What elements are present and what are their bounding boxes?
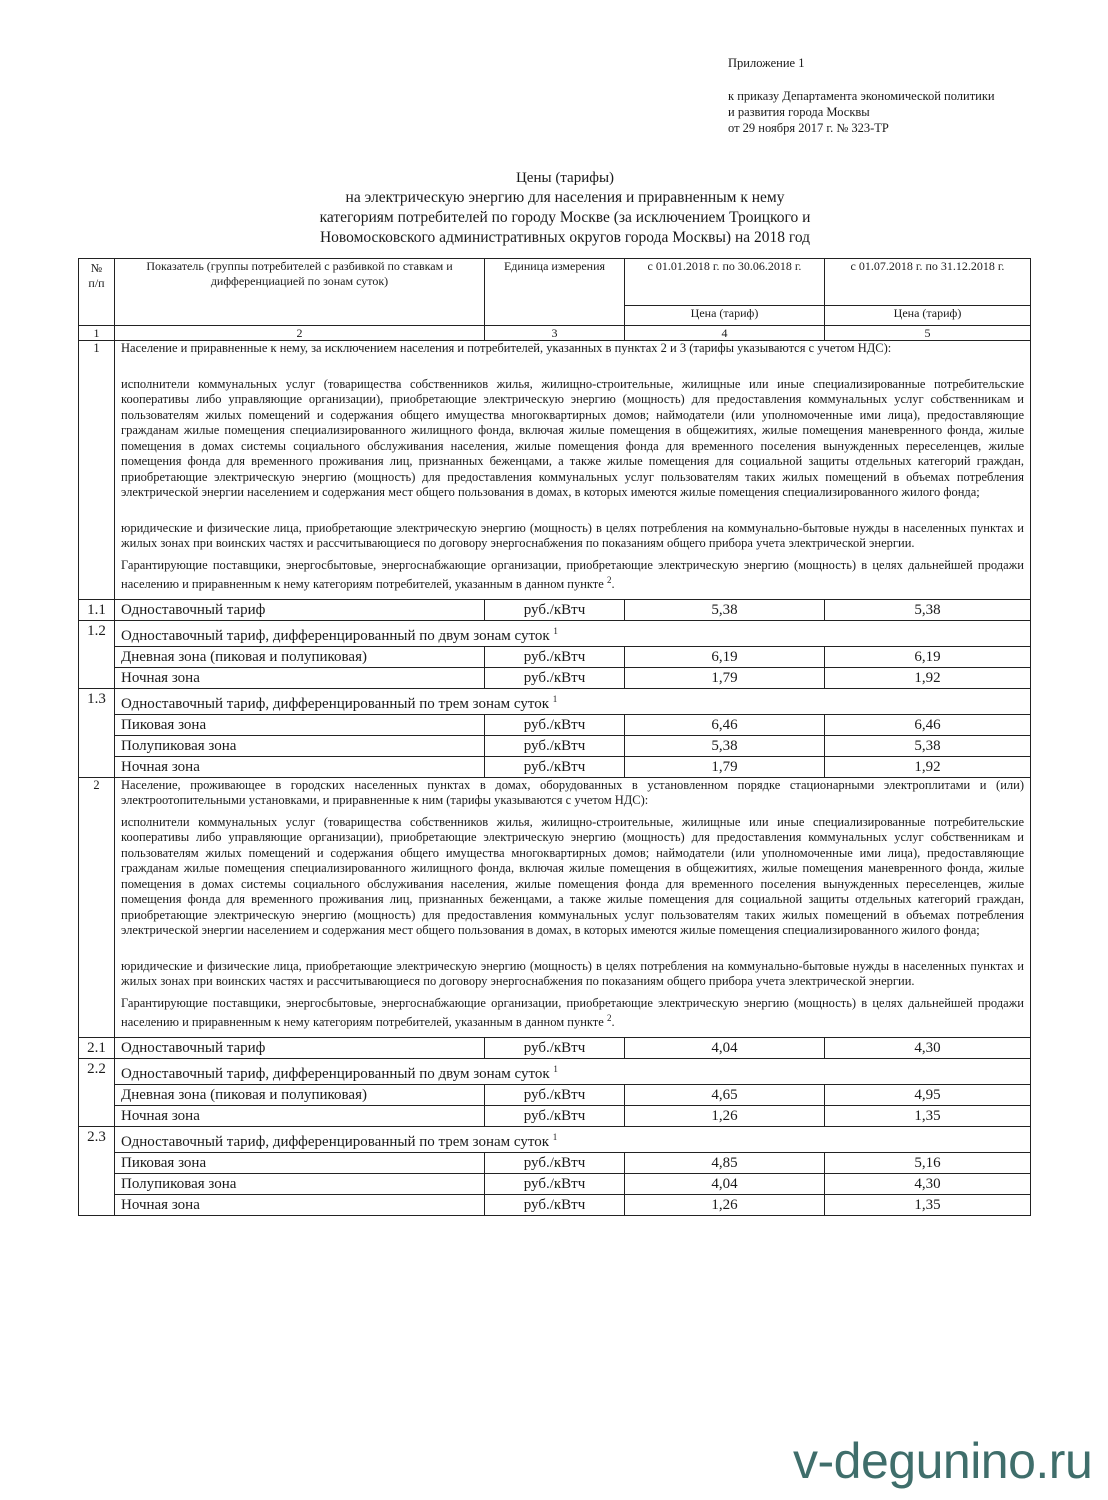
col-number: 2 [115, 326, 485, 341]
table-row [79, 1173, 1031, 1194]
row-unit: руб./кВтч [485, 667, 625, 688]
row-unit: руб./кВтч [485, 1173, 625, 1194]
row-label: Ночная зона [115, 1194, 485, 1215]
table-row [79, 688, 1031, 714]
row-label: Пиковая зона [115, 1152, 485, 1173]
section-text [115, 777, 1031, 1037]
header-period-1: с 01.01.2018 г. по 30.06.2018 г. [625, 259, 825, 306]
title-line-0: Цены (тарифы) [515, 170, 615, 186]
col-number: 5 [825, 326, 1031, 341]
section-2-description [79, 777, 1031, 1037]
row-unit: руб./кВтч [485, 756, 625, 777]
document-title [260, 168, 870, 248]
row-price-1: 4,04 [625, 1173, 825, 1194]
section-paragraph: Гарантирующие поставщики, энергосбытовые, энергоснабжающие организации, приобретающие электрическую энергию (мощность) в целях дальнейшей продажи населению и приравненным к нему категориям потребителей, указанным в данном пункте $^2$. [121, 995, 1024, 1030]
col-number: 1 [79, 326, 115, 341]
row-number: 2.1 [79, 1037, 115, 1058]
table-row [79, 756, 1031, 777]
row-label: Ночная зона [115, 756, 485, 777]
table-row [79, 735, 1031, 756]
header-indicator: Показатель (группы потребителей с разбивкой по ставкам и дифференциацией по зонам суток) [115, 259, 485, 326]
row-price-1: 1,79 [625, 667, 825, 688]
title-line-3: Новомосковского административных округов города Москвы) на 2018 год [319, 229, 811, 246]
table-row [79, 646, 1031, 667]
row-label: Одноставочный тариф, дифференцированный по трем зонам суток $^1$ [115, 1126, 1031, 1152]
table-row [79, 1194, 1031, 1215]
row-label: Одноставочный тариф, дифференцированный по двум зонам суток $^1$ [115, 1058, 1031, 1084]
row-unit: руб./кВтч [485, 714, 625, 735]
row-unit: руб./кВтч [485, 1105, 625, 1126]
appendix-label: Приложение 1 [728, 56, 805, 70]
appendix-order-line1: к приказу Департамента экономической политики [728, 89, 995, 103]
table-row [79, 1084, 1031, 1105]
title-line-1: на электрическую энергию для населения и приравненным к нему [345, 189, 785, 206]
section-heading: Население и приравненные к нему, за исключением населения и потребителей, указанных в пунктах 2 и 3 (тарифы указываются с учетом НДС): [121, 341, 892, 355]
row-price-2: 1,35 [825, 1194, 1031, 1215]
row-price-2: 1,92 [825, 667, 1031, 688]
row-price-1: 4,85 [625, 1152, 825, 1173]
section-paragraph: юридические и физические лица, приобретающие электрическую энергию (мощность) в целях потребления на коммунально-бытовые нужды в населенных пунктах и жилых зонах при воинских частях и рассчитывающиеся по договору энергоснабжения по показаниям общего прибора учета электрической энергии. [121, 520, 1024, 550]
row-unit: руб./кВтч [485, 1194, 625, 1215]
row-price-1: 4,04 [625, 1037, 825, 1058]
table-row [79, 1037, 1031, 1058]
row-label: Полупиковая зона [115, 1173, 485, 1194]
header-period-2: с 01.07.2018 г. по 31.12.2018 г. [825, 259, 1031, 306]
table-header-row [79, 259, 1031, 306]
section-paragraph: юридические и физические лица, приобретающие электрическую энергию (мощность) в целях потребления на коммунально-бытовые нужды в населенных пунктах и жилых зонах при воинских частях и рассчитывающиеся по договору энергоснабжения по показаниям общего прибора учета электрической энергии. [121, 958, 1024, 989]
row-label: Одноставочный тариф, дифференцированный по трем зонам суток $^1$ [115, 688, 1031, 714]
row-price-1: 4,65 [625, 1084, 825, 1105]
row-unit: руб./кВтч [485, 1037, 625, 1058]
appendix-order-line3: от 29 ноября 2017 г. № 323-ТР [728, 121, 889, 135]
row-number: 2.2 [79, 1058, 115, 1126]
appendix-header [728, 55, 995, 136]
section-text [115, 341, 1031, 600]
table-row [79, 1152, 1031, 1173]
row-price-2: 6,46 [825, 714, 1031, 735]
header-num: № п/п [79, 259, 115, 326]
row-price-2: 4,30 [825, 1173, 1031, 1194]
row-label: Одноставочный тариф, дифференцированный по двум зонам суток $^1$ [115, 620, 1031, 646]
row-unit: руб./кВтч [485, 1152, 625, 1173]
row-price-2: 1,35 [825, 1105, 1031, 1126]
title-line-2: категориям потребителей по городу Москве (за исключением Троицкого и [319, 209, 811, 226]
section-paragraph: исполнители коммунальных услуг (товарищества собственников жилья, жилищно-строительные, жилищные или иные специализированные потребительские кооперативы либо управляющие организации), приобретающие электрическую энергию (мощность) для предоставления коммунальных услуг собственникам и пользователям жилых помещений и содержания общего имущества многоквартирных домов; наймодатели (или уполномоченные ими лица), предоставляющие гражданам жилые помещения специализированного жилищного фонда, включая жилые помещения в общежитиях, жилые помещения маневренного фонда, жилые помещения в домах системы социального обслуживания населения, жилые помещения фонда для временного поселения вынужденных переселенцев, жилые помещения фонда для временного проживания лиц, признанных беженцами, а также жилые помещения для социальной защиты отдельных категорий граждан, приобретающие электрическую энергию (мощность) для предоставления коммунальных услуг пользователям таких жилых помещений в объемах потребления электрической энергии населением и содержания мест общего пользования в домах, в которых имеются жилые помещения специализированного жилого фонда; [121, 376, 1024, 499]
row-price-2: 6,19 [825, 646, 1031, 667]
row-label: Дневная зона (пиковая и полупиковая) [115, 646, 485, 667]
row-label: Ночная зона [115, 1105, 485, 1126]
table-row [79, 620, 1031, 646]
row-label: Одноставочный тариф [115, 599, 485, 620]
row-label: Пиковая зона [115, 714, 485, 735]
row-number: 1.1 [79, 599, 115, 620]
row-unit: руб./кВтч [485, 599, 625, 620]
col-number: 3 [485, 326, 625, 341]
section-paragraph: исполнители коммунальных услуг (товарищества собственников жилья, жилищно-строительные, жилищные или иные специализированные потребительские кооперативы либо управляющие организации), приобретающие электрическую энергию (мощность) для предоставления коммунальных услуг собственникам и пользователям жилых помещений и содержания общего имущества многоквартирных домов; наймодатели (или уполномоченные ими лица), предоставляющие гражданам жилые помещения специализированного жилищного фонда, включая жилые помещения в общежитиях, жилые помещения маневренного фонда, жилые помещения в домах системы социального обслуживания населения, жилые помещения фонда для временного поселения вынужденных переселенцев, жилые помещения фонда для временного проживания лиц, признанных беженцами, а также жилые помещения для социальной защиты отдельных категорий граждан, приобретающие электрическую энергию (мощность) для предоставления коммунальных услуг пользователям таких жилых помещений в объемах потребления электрической энергии населением и содержания мест общего пользования в домах, в которых имеются жилые помещения специализированного жилого фонда; [121, 814, 1024, 938]
row-price-2: 5,38 [825, 735, 1031, 756]
row-label: Дневная зона (пиковая и полупиковая) [115, 1084, 485, 1105]
row-price-1: 1,26 [625, 1194, 825, 1215]
row-unit: руб./кВтч [485, 1084, 625, 1105]
row-price-2: 5,16 [825, 1152, 1031, 1173]
header-unit: Единица измерения [485, 259, 625, 326]
row-price-1: 5,38 [625, 735, 825, 756]
row-number: 2.3 [79, 1126, 115, 1215]
site-watermark: v-degunino.ru [793, 1433, 1093, 1489]
appendix-order-line2: и развития города Москвы [728, 105, 870, 119]
row-price-1: 5,38 [625, 599, 825, 620]
row-label: Одноставочный тариф [115, 1037, 485, 1058]
section-1-description [79, 341, 1031, 600]
table-row [79, 1126, 1031, 1152]
header-price-2: Цена (тариф) [825, 306, 1031, 326]
row-price-2: 1,92 [825, 756, 1031, 777]
row-price-2: 4,30 [825, 1037, 1031, 1058]
row-number: 1 [79, 341, 115, 600]
row-number: 1.2 [79, 620, 115, 688]
column-number-row [79, 326, 1031, 341]
row-price-1: 1,79 [625, 756, 825, 777]
row-label: Полупиковая зона [115, 735, 485, 756]
row-number: 2 [79, 777, 115, 1037]
row-price-1: 6,19 [625, 646, 825, 667]
table-row [79, 599, 1031, 620]
tariff-table [78, 258, 1031, 1216]
table-row [79, 1105, 1031, 1126]
row-price-1: 1,26 [625, 1105, 825, 1126]
row-price-1: 6,46 [625, 714, 825, 735]
row-unit: руб./кВтч [485, 735, 625, 756]
table-row [79, 714, 1031, 735]
row-label: Ночная зона [115, 667, 485, 688]
row-unit: руб./кВтч [485, 646, 625, 667]
row-number: 1.3 [79, 688, 115, 777]
section-paragraph: Гарантирующие поставщики, энергосбытовые, энергоснабжающие организации, приобретающие электрическую энергию (мощность) в целях дальнейшей продажи населению и приравненным к нему категориям потребителей, указанным в данном пункте $^2$. [121, 557, 1024, 592]
table-row [79, 667, 1031, 688]
table-row [79, 1058, 1031, 1084]
section-heading: Население, проживающее в городских населенных пунктах в домах, оборудованных в установленном порядке стационарными электроплитами и (или) электроотопительными установками, и приравненные к ним (тарифы указываются с учетом НДС): [121, 777, 1024, 808]
col-number: 4 [625, 326, 825, 341]
row-price-2: 5,38 [825, 599, 1031, 620]
header-price-1: Цена (тариф) [625, 306, 825, 326]
row-price-2: 4,95 [825, 1084, 1031, 1105]
